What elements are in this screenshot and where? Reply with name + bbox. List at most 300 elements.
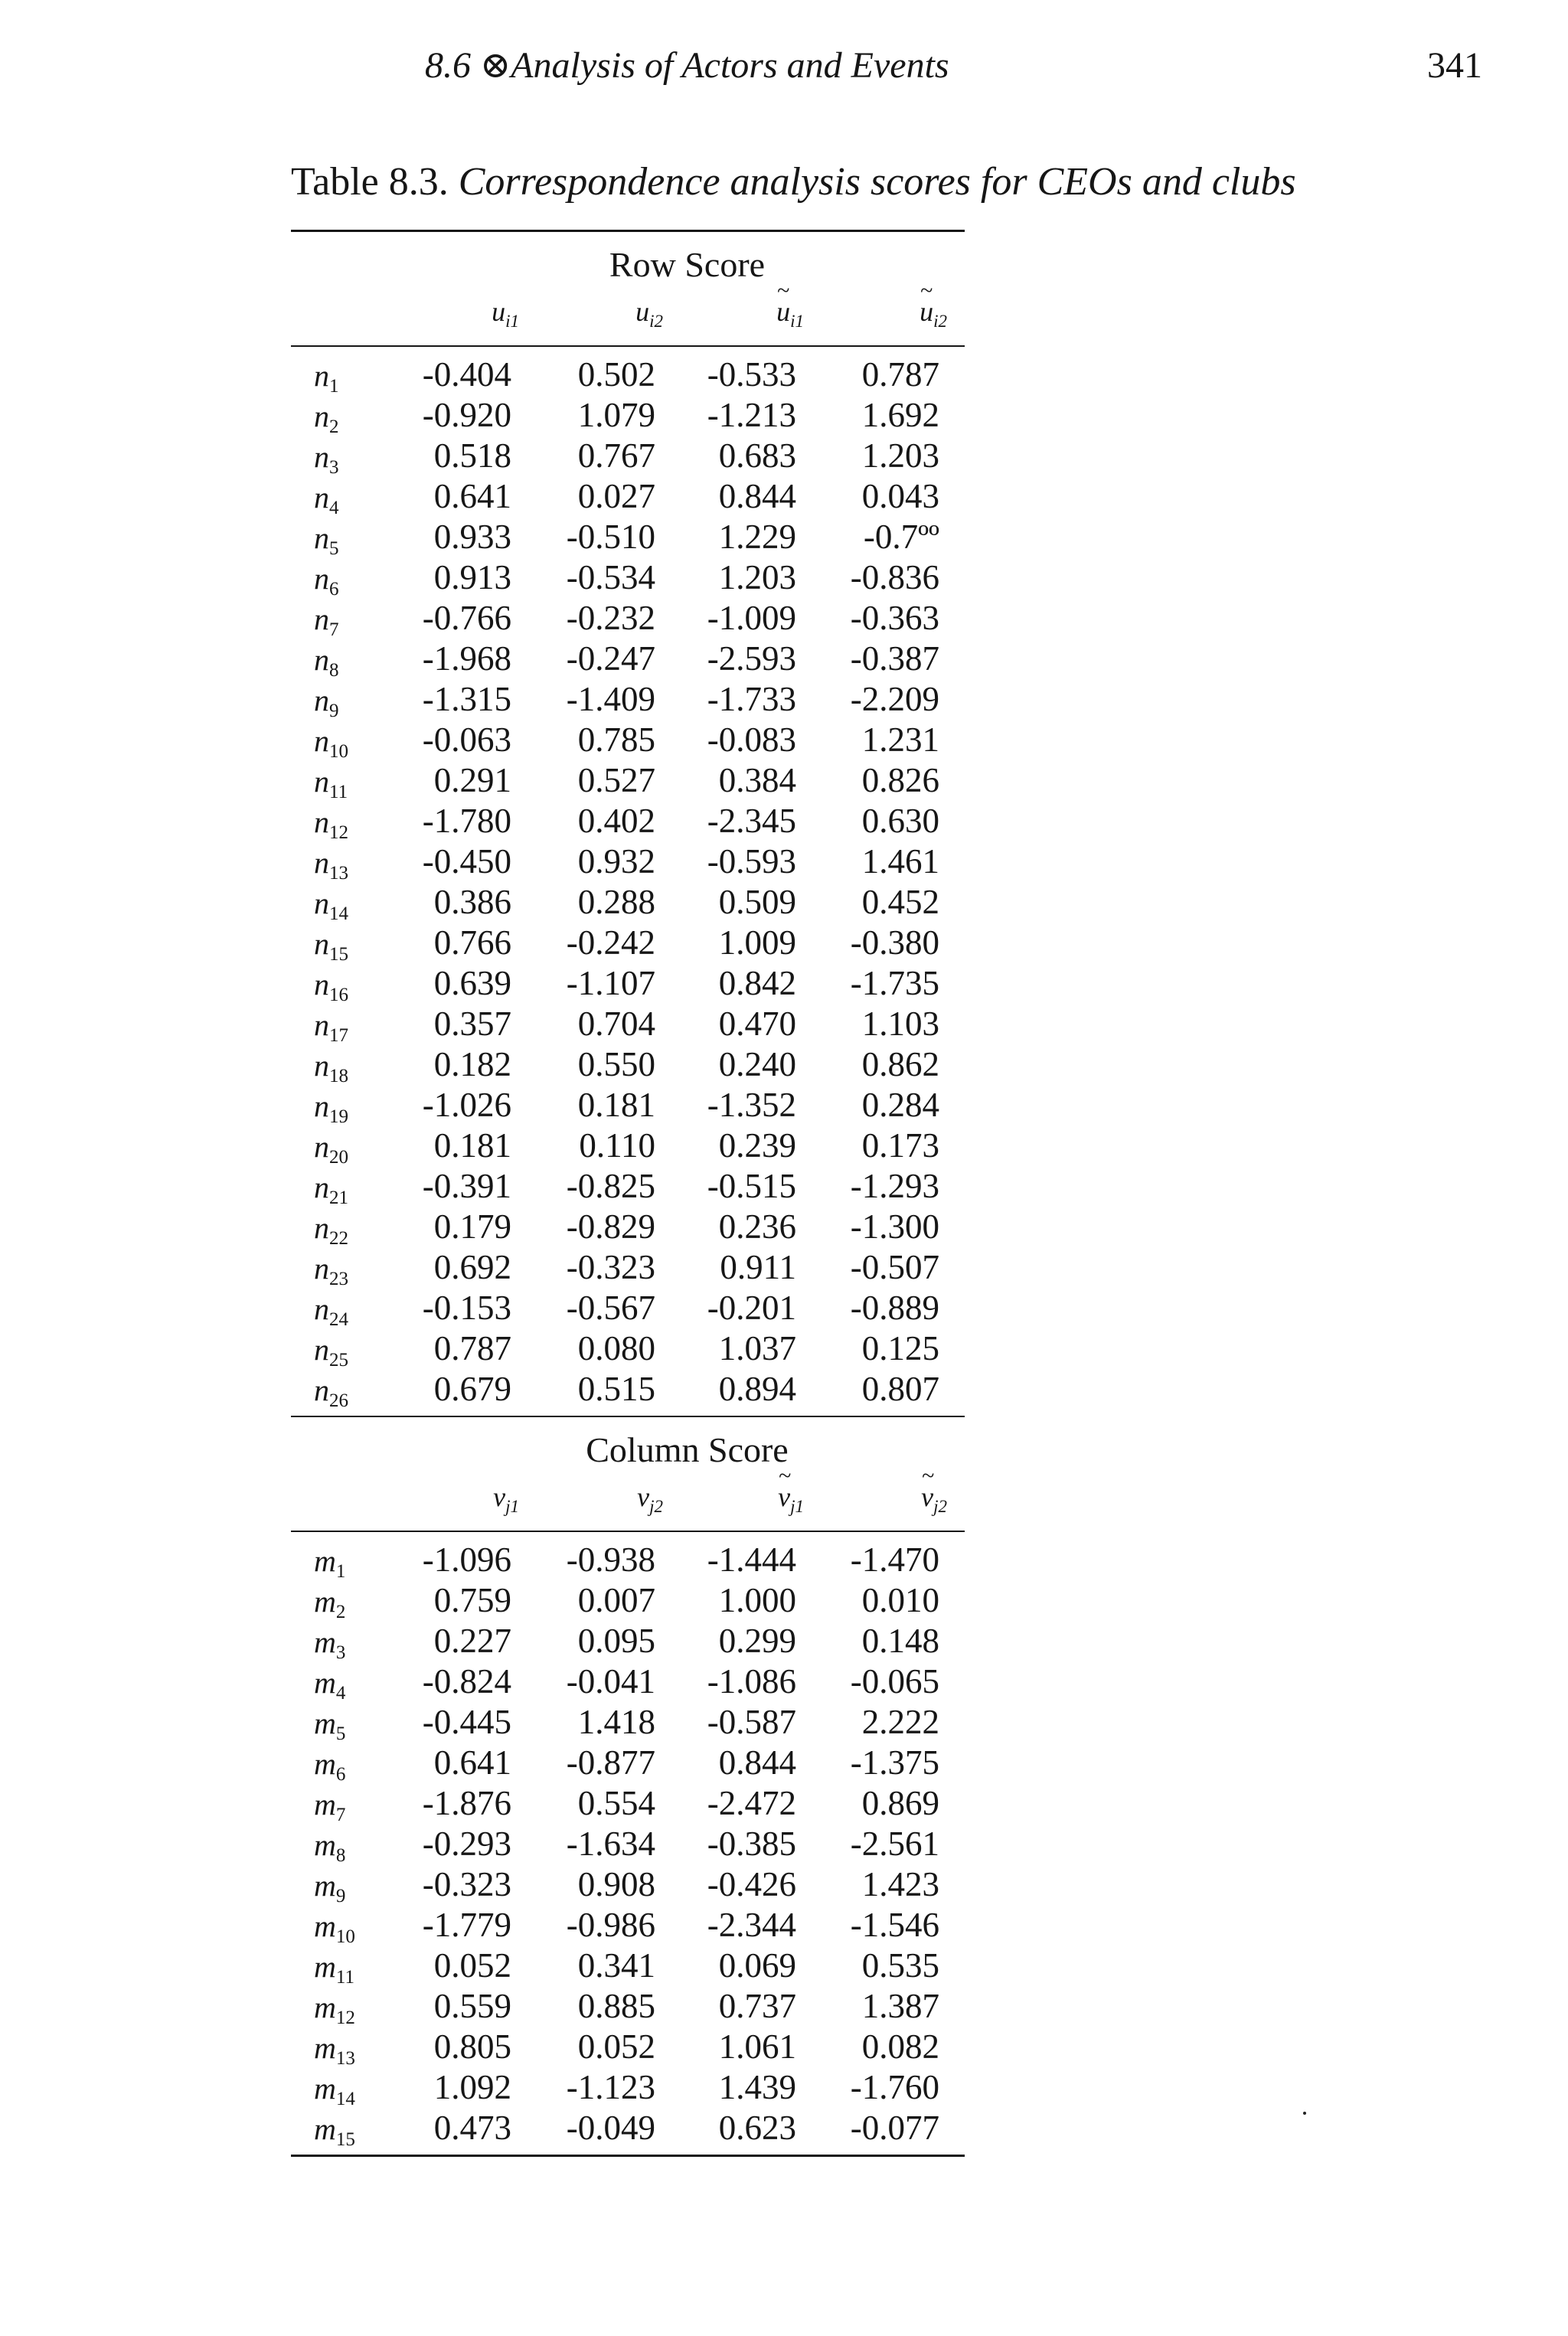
table-row [291,517,965,557]
table-cell: 0.911 [720,1248,796,1286]
table-cell: 0.125 [861,1329,939,1367]
table-cell: 0.148 [861,1622,939,1660]
row-label-subscript: 17 [329,1025,348,1046]
table-cell: 0.182 [433,1045,511,1083]
table-cell: -0.049 [566,2109,655,2147]
table-cell: 0.559 [433,1987,511,2025]
table-cell: -0.063 [422,720,511,759]
running-head: 8.6 ⊗Analysis of Actors and Events [425,45,949,86]
row-label-subscript: 13 [335,2048,355,2069]
table-cell: -0.587 [707,1703,796,1741]
row-label-subscript: 8 [335,1845,346,1866]
column-header [855,1483,947,1515]
table-cell: 0.027 [577,477,655,515]
table-cell: -1.780 [422,802,511,840]
table-cell: 0.894 [718,1370,796,1408]
table-cell: -1.096 [422,1540,511,1579]
table-cell: 1.203 [718,558,796,596]
row-label-subscript: 22 [329,1228,348,1249]
row-label-symbol: n [314,521,329,555]
table-row [291,1369,965,1410]
table-cell: -1.293 [850,1167,939,1205]
table-cell: -0.363 [850,599,939,637]
table-cell: -0.986 [566,1906,655,1944]
header-subscript: j1 [505,1497,519,1516]
table-cell: 0.844 [718,477,796,515]
row-label-symbol: n [314,926,329,961]
table-cell: 0.518 [433,436,511,475]
table-cell: 0.384 [718,761,796,799]
row-label-symbol: m [314,2031,336,2065]
table-cell: -1.107 [566,964,655,1002]
row-label-symbol: n [314,399,329,433]
table-row [291,395,965,436]
table-cell: 0.095 [577,1622,655,1660]
table-cell: 1.009 [718,923,796,962]
column-score-title: Column Score [586,1430,789,1469]
row-label-subscript: 8 [329,660,339,681]
table-cell: 1.423 [861,1865,939,1903]
table-cell: 0.550 [577,1045,655,1083]
stray-ink-mark [1303,2112,1306,2115]
table-cell: -0.533 [707,355,796,394]
table-cell: 0.110 [579,1126,655,1165]
table-cell: -1.123 [566,2068,655,2106]
row-label-symbol: n [314,1332,329,1367]
table-cell: -1.733 [707,680,796,718]
row-label-symbol: m [314,1868,336,1903]
table-cell: 1.092 [433,2068,511,2106]
table-caption [291,162,1296,202]
row-label-subscript: 3 [335,1642,346,1663]
table-cell: 1.231 [861,720,939,759]
table-cell: 0.842 [718,964,796,1002]
row-label-subscript: 18 [329,1066,348,1086]
table-row [291,2067,965,2108]
row-label-subscript: 24 [329,1309,348,1330]
table-cell: -0.077 [850,2109,939,2147]
row-label-subscript: 25 [329,1350,348,1371]
table-cell: 0.386 [433,883,511,921]
table-cell: -0.534 [566,558,655,596]
table-cell: 0.737 [718,1987,796,2025]
row-label-subscript: 9 [335,1886,346,1906]
table-cell: -1.444 [707,1540,796,1579]
row-label-subscript: 6 [329,579,339,600]
row-label-symbol: m [314,1584,336,1619]
table-cell: 0.341 [577,1946,655,1985]
table-cell: -2.472 [707,1784,796,1822]
table-cell: -0.920 [422,396,511,434]
column-header [571,1483,663,1515]
table-cell: -1.315 [422,680,511,718]
table-cell: -0.242 [566,923,655,962]
header-symbol: u [492,296,506,327]
table-cell: 0.554 [577,1784,655,1822]
table-cell: 0.357 [433,1005,511,1043]
table-cell: -1.546 [850,1906,939,1944]
table-cell: -0.323 [422,1865,511,1903]
row-label-symbol: n [314,602,329,636]
table-cell: 0.933 [433,518,511,556]
row-label-symbol: m [314,1746,336,1781]
row-label-symbol: n [314,642,329,677]
table-row [291,963,965,1004]
table-cell: -1.409 [566,680,655,718]
table-cell: -0.507 [850,1248,939,1286]
row-label-symbol: m [314,2112,336,2146]
table-cell: 1.079 [577,396,655,434]
row-label-symbol: m [314,1990,336,2024]
row-label-symbol: n [314,1048,329,1083]
table-cell: 1.037 [718,1329,796,1367]
table-row [291,2027,965,2067]
table-cell: -0.445 [422,1703,511,1741]
table-cell: 0.787 [433,1329,511,1367]
table-cell: -2.593 [707,639,796,678]
row-label-symbol: n [314,1008,329,1042]
column-score-section [291,1417,965,2155]
table-cell: 1.061 [718,2027,796,2066]
row-label-subscript: 1 [335,1561,346,1582]
table-row [291,2108,965,2148]
table-cell: 0.766 [433,923,511,962]
row-label-symbol: n [314,886,329,920]
table-cell: 0.080 [577,1329,655,1367]
table-cell: 0.805 [433,2027,511,2066]
header-symbol: ~ u [920,298,933,325]
table-cell: -0.824 [422,1662,511,1701]
table-cell: 0.787 [861,355,939,394]
table-cell: -0.385 [707,1825,796,1863]
column-header [427,298,519,330]
table-cell: 0.052 [577,2027,655,2066]
row-label-symbol: n [314,439,329,474]
table-cell: -1.760 [850,2068,939,2106]
table-cell: 0.010 [861,1581,939,1619]
column-header [571,298,663,330]
header-symbol: v [637,1482,650,1512]
row-label-subscript: 7 [329,619,339,640]
row-label-subscript: 9 [329,701,339,721]
page-number: 341 [1427,45,1482,86]
table-cell: 0.913 [433,558,511,596]
header-symbol: v [493,1482,506,1512]
table-cell: -2.344 [707,1906,796,1944]
page-header [0,0,1568,107]
header-subscript: j2 [649,1497,663,1516]
table-row [291,1126,965,1166]
row-label-symbol: m [314,1787,336,1821]
scores-table [291,230,965,2157]
table-cell: 0.240 [718,1045,796,1083]
row-label-subscript: 1 [329,376,339,397]
table-row [291,476,965,517]
table-cell: 0.236 [718,1207,796,1246]
header-subscript: j2 [933,1497,947,1516]
row-label-subscript: 7 [335,1805,346,1825]
row-label-subscript: 4 [335,1683,346,1704]
table-row [291,1905,965,1946]
row-label-symbol: n [314,358,329,393]
row-label-subscript: 12 [329,822,348,843]
table-cell: -0.515 [707,1167,796,1205]
row-label-symbol: m [314,1828,336,1862]
table-row [291,882,965,923]
table-cell: -1.634 [566,1825,655,1863]
table-cell: 0.641 [433,1743,511,1782]
row-label-subscript: 19 [329,1106,348,1127]
table-cell: -1.470 [850,1540,939,1579]
row-label-symbol: m [314,1909,336,1943]
table-cell: -0.766 [422,599,511,637]
table-cell: 0.473 [433,2109,511,2147]
table-cell: 0.885 [577,1987,655,2025]
table-cell: 1.692 [861,396,939,434]
table-cell: -1.009 [707,599,796,637]
row-label-symbol: n [314,764,329,799]
table-cell: 0.173 [861,1126,939,1165]
table-row [291,639,965,679]
row-label-subscript: 15 [329,944,348,965]
table-cell: 0.452 [861,883,939,921]
table-cell: -0.889 [850,1289,939,1327]
table-cell: 0.527 [577,761,655,799]
row-label-symbol: m [314,1706,336,1740]
table-cell: 0.007 [577,1581,655,1619]
table-cell: -0.380 [850,923,939,962]
table-cell: -1.086 [707,1662,796,1701]
table-cell: -0.387 [850,639,939,678]
column-header [712,298,804,330]
row-label-symbol: n [314,1129,329,1164]
table-cell: 0.807 [861,1370,939,1408]
table-cell: 0.844 [718,1743,796,1782]
table-cell: 0.291 [433,761,511,799]
row-score-section [291,232,965,1416]
table-row [291,720,965,760]
table-row [291,1783,965,1824]
table-cell: -0.201 [707,1289,796,1327]
table-cell: -2.561 [850,1825,939,1863]
table-cell: -0.247 [566,639,655,678]
table-cell: 0.402 [577,802,655,840]
table-cell: 0.179 [433,1207,511,1246]
header-symbol: ~ v [778,1483,790,1511]
row-label-symbol: n [314,967,329,1001]
table-cell: -0.593 [707,842,796,880]
header-subscript: j1 [790,1497,804,1516]
table-cell: 0.052 [433,1946,511,1985]
row-label-symbol: n [314,724,329,758]
table-cell: -0.829 [566,1207,655,1246]
table-cell: 0.623 [718,2109,796,2147]
table-row [291,1044,965,1085]
table-cell: 1.461 [861,842,939,880]
table-cell: 0.639 [433,964,511,1002]
table-cell: 1.229 [718,518,796,556]
table-cell: -0.938 [566,1540,655,1579]
table-row [291,1946,965,1986]
table-row [291,1288,965,1328]
table-cell: 0.704 [577,1005,655,1043]
table-cell: -1.213 [707,396,796,434]
row-label-subscript: 5 [329,538,339,559]
table-cell: -1.300 [850,1207,939,1246]
table-cell: 0.862 [861,1045,939,1083]
table-cell: -1.735 [850,964,939,1002]
table-cell: -1.352 [707,1086,796,1124]
table-cell: 0.932 [577,842,655,880]
table-row [291,1247,965,1288]
row-label-subscript: 20 [329,1147,348,1168]
table-cell: -0.825 [566,1167,655,1205]
header-symbol: u [635,296,650,327]
table-cell: 1.387 [861,1987,939,2025]
table-row [291,841,965,882]
row-label-symbol: n [314,805,329,839]
table-row [291,1621,965,1661]
table-row [291,354,965,395]
table-row [291,1986,965,2027]
header-subscript: i1 [790,312,804,331]
table-cell: -0.7ºº [863,518,939,556]
row-label-subscript: 23 [329,1269,348,1289]
table-row [291,557,965,598]
table-cell: 0.683 [718,436,796,475]
table-row [291,1085,965,1126]
row-label-subscript: 26 [329,1390,348,1411]
table-cell: 0.515 [577,1370,655,1408]
table-row [291,1207,965,1247]
table-cell: -2.345 [707,802,796,840]
table-cell: -0.567 [566,1289,655,1327]
table-label: Table 8.3. [291,160,449,204]
table-cell: 0.630 [861,802,939,840]
row-label-subscript: 3 [329,457,339,478]
row-label-subscript: 10 [329,741,348,762]
table-cell: -1.876 [422,1784,511,1822]
table-cell: -0.510 [566,518,655,556]
table-cell: 0.043 [861,477,939,515]
table-cell: 1.000 [718,1581,796,1619]
table-cell: 0.908 [577,1865,655,1903]
column-score-rows [291,1532,965,2155]
table-row [291,1004,965,1044]
table-cell: -0.391 [422,1167,511,1205]
row-label-symbol: n [314,1170,329,1204]
row-label-symbol: m [314,1665,336,1700]
column-header [712,1483,804,1515]
table-row [291,1166,965,1207]
row-label-subscript: 14 [329,903,348,924]
table-cell: -0.293 [422,1825,511,1863]
bottom-rule [291,2155,965,2157]
table-cell: 0.181 [577,1086,655,1124]
row-label-symbol: n [314,1210,329,1245]
column-score-header [291,1475,965,1531]
row-label-subscript: 6 [335,1764,346,1785]
table-cell: 0.509 [718,883,796,921]
table-cell: -2.209 [850,680,939,718]
row-label-symbol: n [314,1292,329,1326]
table-cell: 0.181 [433,1126,511,1165]
row-label-subscript: 13 [329,863,348,884]
table-cell: -0.232 [566,599,655,637]
table-row [291,760,965,801]
table-row [291,436,965,476]
table-cell: 0.502 [577,355,655,394]
row-label-subscript: 12 [335,2008,355,2028]
header-symbol: ~ u [776,298,790,325]
table-cell: 0.785 [577,720,655,759]
table-cell: 0.069 [718,1946,796,1985]
table-row [291,598,965,639]
table-cell: -1.968 [422,639,511,678]
table-cell: 0.082 [861,2027,939,2066]
table-cell: 1.203 [861,436,939,475]
column-header [855,298,947,330]
table-cell: -0.323 [566,1248,655,1286]
table-cell: -0.153 [422,1289,511,1327]
row-score-title: Row Score [609,245,766,284]
table-cell: 0.767 [577,436,655,475]
table-cell: 0.679 [433,1370,511,1408]
row-label-subscript: 4 [329,498,339,518]
table-cell: -0.877 [566,1743,655,1782]
table-cell: 1.439 [718,2068,796,2106]
header-subscript: i1 [505,312,519,331]
table-cell: 0.692 [433,1248,511,1286]
table-cell: 0.288 [577,883,655,921]
table-cell: -0.836 [850,558,939,596]
row-score-rows [291,347,965,1416]
header-symbol: ~ v [921,1483,933,1511]
row-label-symbol: n [314,1251,329,1286]
table-cell: -0.450 [422,842,511,880]
table-cell: 0.299 [718,1622,796,1660]
table-cell: -0.404 [422,355,511,394]
row-label-subscript: 11 [329,782,348,802]
row-label-symbol: n [314,480,329,515]
table-cell: 2.222 [861,1703,939,1741]
table-cell: 1.418 [577,1703,655,1741]
table-row [291,1540,965,1580]
header-subscript: i2 [649,312,663,331]
row-label-subscript: 5 [335,1723,346,1744]
row-label-subscript: 16 [329,985,348,1005]
table-cell: 0.759 [433,1581,511,1619]
row-label-subscript: 11 [335,1967,354,1988]
header-subscript: i2 [933,312,947,331]
table-cell: 1.103 [861,1005,939,1043]
row-label-subscript: 2 [329,417,339,437]
table-cell: 0.869 [861,1784,939,1822]
table-title: Correspondence analysis scores for CEOs and clubs [458,160,1296,204]
row-label-symbol: n [314,561,329,596]
row-label-subscript: 10 [335,1926,355,1947]
table-cell: 0.826 [861,761,939,799]
table-cell: 0.641 [433,477,511,515]
table-row [291,1743,965,1783]
row-label-subscript: 2 [335,1602,346,1622]
table-row [291,679,965,720]
table-row [291,923,965,963]
column-header [427,1483,519,1515]
table-row [291,1580,965,1621]
row-label-symbol: n [314,845,329,880]
row-label-symbol: m [314,1625,336,1659]
